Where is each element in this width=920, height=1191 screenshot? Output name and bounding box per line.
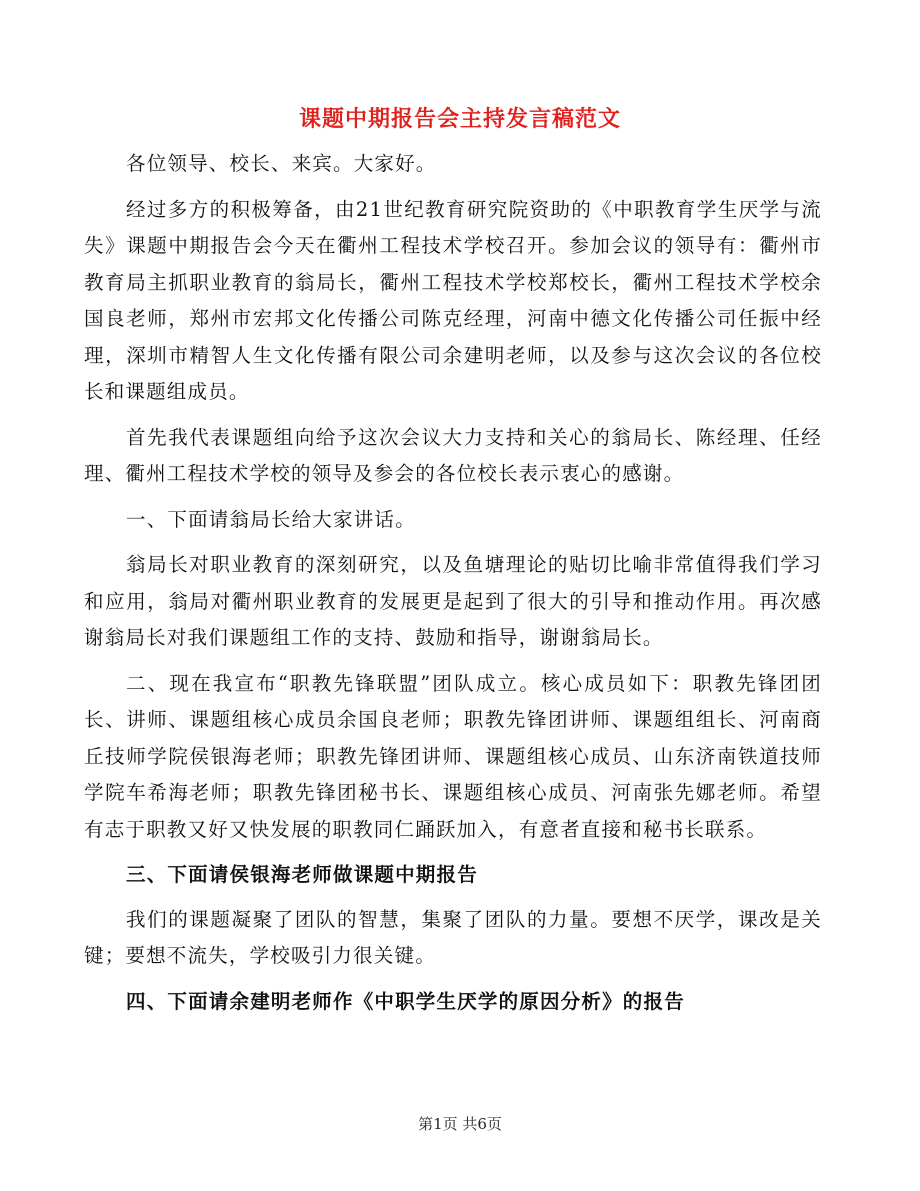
section-four-heading: 四、下面请余建明老师作《中职学生厌学的原因分析》的报告	[126, 989, 685, 1013]
document-title: 课题中期报告会主持发言稿范文	[298, 106, 621, 132]
intro-paragraph: 经过多方的积极筹备，由21世纪教育研究院资助的《中职教育学生厌学与流失》课题中期报告会今天在衢州工程技术学校召开。参加会议的领导有：衢州市教育局主抓职业教育的翁局长，衢州工程技术学校郑校长，衢州工程技术学校余国良老师，郑州市宏邦文化传播公司陈克经理，河南中德文化传播公司任振中经理，深圳市精智人生文化传播有限公司余建明老师，以及参与这次会议的各位校长和课题组成员。	[84, 197, 822, 403]
thanks-paragraph: 首先我代表课题组向给予这次会议大力支持和关心的翁局长、陈经理、任经理、衢州工程技术学校的领导及参会的各位校长表示衷心的感谢。	[84, 425, 822, 485]
section-three-heading: 三、下面请侯银海老师做课题中期报告	[126, 863, 478, 886]
section-one-paragraph: 翁局长对职业教育的深刻研究，以及鱼塘理论的贴切比喻非常值得我们学习和应用，翁局对衢州职业教育的发展更是起到了很大的引导和推动作用。再次感谢翁局长对我们课题组工作的支持、鼓励和指导，谢谢翁局长。	[84, 553, 822, 649]
section-one-heading: 一、下面请翁局长给大家讲话。	[126, 507, 416, 531]
document-body	[84, 146, 822, 1028]
section-two-paragraph: 二、现在我宣布“职教先锋联盟”团队成立。核心成员如下：职教先锋团团长、讲师、课题组核心成员余国良老师；职教先锋团讲师、课题组组长、河南商丘技师学院侯银海老师；职教先锋团讲师、课题组核心成员、山东济南铁道技师学院车希海老师；职教先锋团秘书长、课题组核心成员、河南张先娜老师。希望有志于职教又好又快发展的职教同仁踊跃加入，有意者直接和秘书长联系。	[84, 671, 822, 841]
page-number-footer: 第1页 共6页	[418, 1115, 502, 1133]
section-three-paragraph: 我们的课题凝聚了团队的智慧，集聚了团队的力量。要想不厌学，课改是关键；要想不流失，学校吸引力很关键。	[84, 907, 822, 967]
greeting-paragraph: 各位领导、校长、来宾。大家好。	[126, 152, 437, 175]
